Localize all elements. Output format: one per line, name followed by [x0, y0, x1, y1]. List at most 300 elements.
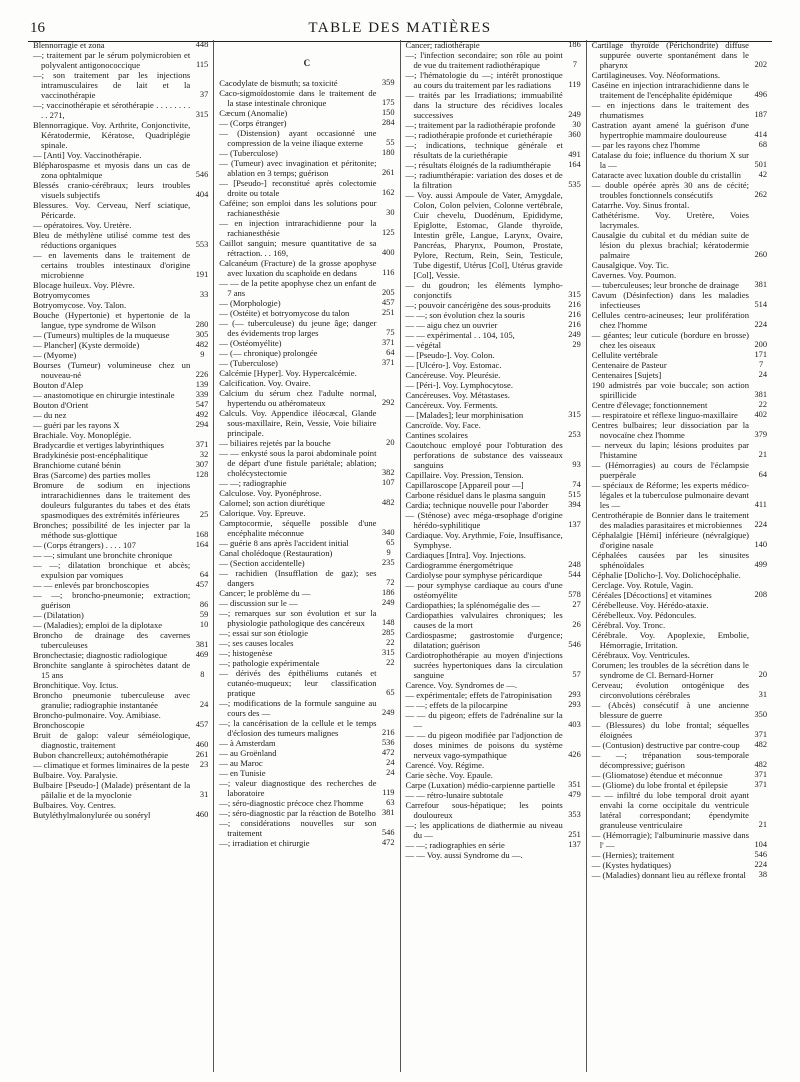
entry-text: Blessures. Voy. Cerveau, Nerf sciatique, Péricarde. — [33, 200, 191, 220]
index-entry — [33, 780, 208, 800]
index-entry — [592, 620, 767, 630]
entry-page-number: 394 — [568, 500, 581, 509]
entry-page-number: 414 — [754, 130, 767, 139]
index-entry — [592, 610, 767, 620]
entry-text: Calcémie [Hyper]. Voy. Hypercalcémie. — [219, 368, 357, 378]
entry-text: — [Ulcéro-]. Voy. Estomac. — [405, 360, 502, 370]
entry-page-number: 339 — [195, 390, 209, 399]
index-entry — [33, 710, 208, 720]
index-entry — [33, 290, 208, 300]
entry-text: Cardiopathies valvulaires chroniques; les causes de la mort — [405, 610, 563, 630]
index-entry — [219, 348, 394, 358]
index-entry — [33, 720, 208, 730]
index-entry — [33, 310, 208, 330]
entry-page-number: 116 — [382, 268, 395, 277]
index-entry — [219, 148, 394, 158]
entry-page-number: 128 — [195, 470, 209, 479]
entry-page-number: 180 — [381, 148, 395, 157]
index-entry — [406, 430, 581, 440]
index-entry — [592, 180, 767, 200]
entry-text: Cellulite vertébrale — [591, 350, 658, 360]
entry-page-number: 261 — [195, 750, 209, 759]
index-entry — [406, 90, 581, 120]
index-entry — [592, 410, 767, 420]
entry-text: — géantes; leur cuticule (bordure en brosse) chez les oiseaux — [591, 330, 749, 350]
entry-page-number: 224 — [754, 320, 767, 329]
index-entry — [33, 120, 208, 150]
entry-text: — expérimentale; effets de l'atropinisation — [405, 690, 552, 700]
entry-text: — par les rayons chez l'homme — [591, 140, 700, 150]
index-entry — [33, 550, 208, 560]
entry-text: Centenaire de Pasteur — [591, 360, 667, 370]
entry-text: Carbone résiduel dans le plasma sanguin — [405, 490, 546, 500]
index-entry — [219, 538, 394, 548]
entry-text: —; traitement par le sérum polymicrobien et polyvalent antigonococcique — [33, 50, 191, 70]
entry-text: — (Kystes hydatiques) — [591, 860, 671, 870]
entry-text: Caséine en injection intrarachidienne dans le traitement de l'encéphalite épidémique — [591, 80, 749, 100]
entry-text: —; pathologie expérimentale — [219, 658, 320, 668]
entry-text: — [Péri-]. Voy. Lymphocytose. — [405, 380, 513, 390]
entry-text: — — du pigeon modifiée par l'adjonction de doses minimes de poisons du système nerveux vago-sympathique — [405, 730, 563, 760]
index-entry — [33, 390, 208, 400]
entry-text: — (Corps étrangers) . . . . 107 — [33, 540, 136, 550]
entry-page-number: 140 — [754, 540, 767, 549]
entry-page-number: 315 — [568, 410, 581, 419]
index-entry: Canal cholédoque (Restauration) 9 — [219, 548, 391, 558]
entry-text: Cardiolyse pour symphyse péricardique — [405, 570, 543, 580]
entry-page-number: 285 — [381, 628, 395, 637]
index-entry — [592, 70, 767, 80]
index-entry — [406, 600, 581, 610]
entry-text: Cancéreux. Voy. Ferments. — [405, 400, 498, 410]
entry-text: — (Abcès) consécutif à une ancienne blessure de guerre — [591, 700, 749, 720]
entry-text: — pour symphyse cardiaque au cours d'une ostéomyélite — [405, 580, 563, 600]
index-entry — [33, 230, 208, 250]
entry-text: —; les applications de diathermie au niveau du — — [405, 820, 563, 840]
entry-text: Cantines scolaires — [405, 430, 468, 440]
entry-text: Bradycardie et vertiges labyrinthiques — [33, 440, 165, 450]
entry-page-number: 553 — [195, 240, 209, 249]
entry-text: — (Tumeur) avec invagination et péritonite; ablation en 3 temps; guérison — [219, 158, 377, 178]
index-entry — [592, 230, 767, 260]
entry-page-number: 293 — [568, 690, 581, 699]
entry-page-number: 260 — [754, 250, 767, 259]
index-entry — [33, 800, 208, 810]
entry-page-number: 235 — [381, 558, 395, 567]
index-entry — [219, 808, 394, 818]
index-entry: —; l'infection secondaire; son rôle au point de vue du traitement radiothérapique 7 — [405, 50, 577, 70]
index-entry — [33, 430, 208, 440]
index-entry: Bronchite sanglante à spirochètes datant de 15 ans 8 — [33, 660, 205, 680]
entry-text: — (Maladies); emploi de la diplotaxe — [33, 620, 163, 630]
index-entry — [219, 568, 394, 588]
index-entry: — (Myome) 9 — [33, 350, 205, 360]
entry-page-number: 411 — [754, 500, 767, 509]
entry-page-number: 371 — [195, 440, 209, 449]
entry-text: Bulbaire. Voy. Paralysie. — [33, 770, 118, 780]
entry-text: — guéri par les rayons X — [33, 420, 120, 430]
entry-page-number: 404 — [195, 190, 209, 199]
entry-text: Cérébral. Voy. Tronc. — [591, 620, 666, 630]
entry-text: Capillaroscope [Appareil pour —] — [405, 480, 524, 490]
entry-text: Botryomycomes — [33, 290, 90, 300]
index-entry — [219, 318, 394, 338]
entry-page-number: 514 — [754, 300, 767, 309]
entry-text: Cavum (Désinfection) dans les maladies infectieuses — [591, 290, 749, 310]
entry-text: — (Ostéomyélite) — [219, 338, 282, 348]
entry-text: Caco-sigmoïdostomie dans le traitement de la stase intestinale chronique — [219, 88, 377, 108]
entry-text: — (Distension) ayant occasionné une compression de la veine iliaque externe — [219, 128, 377, 148]
index-entry — [406, 410, 581, 420]
index-entry — [33, 470, 208, 480]
index-entry — [592, 290, 767, 310]
index-entry — [33, 690, 208, 710]
entry-page-number: 137 — [568, 520, 581, 529]
entry-page-number: 578 — [568, 590, 581, 599]
index-entry — [219, 118, 394, 128]
index-entry — [592, 510, 767, 530]
entry-text: Centenaires [Sujets] — [591, 370, 662, 380]
index-entry — [33, 770, 208, 780]
entry-text: — — expérimental . . 104, 105, — [405, 330, 515, 340]
entry-page-number: 457 — [195, 720, 209, 729]
entry-page-number: 148 — [381, 618, 395, 627]
index-entry — [219, 738, 394, 748]
entry-text: Brachiale. Voy. Monoplégie. — [33, 430, 132, 440]
entry-text: Cérébelleux. Voy. Pédoncules. — [591, 610, 697, 620]
index-entry — [592, 40, 767, 70]
entry-page-number: 224 — [754, 520, 767, 529]
index-entry — [33, 580, 208, 590]
entry-text: Cancer; le problème du — — [219, 588, 311, 598]
entry-page-number: 226 — [195, 370, 209, 379]
entry-page-number: 472 — [381, 838, 395, 847]
entry-page-number: 457 — [195, 580, 209, 589]
index-entry — [33, 450, 208, 460]
entry-text: — — enkysté sous la paroi abdominale point de départ d'une fistule pariétale; ablation; cholécystectomie — [219, 448, 377, 478]
index-entry — [219, 778, 394, 798]
index-entry — [219, 338, 394, 348]
entry-page-number: 546 — [381, 828, 395, 837]
entry-page-number: 515 — [568, 490, 581, 499]
index-entry — [219, 658, 394, 668]
entry-text: Cathétérisme. Voy. Uretère, Voies lacrymales. — [591, 210, 749, 230]
entry-text: Cavernes. Voy. Poumon. — [591, 270, 677, 280]
index-entry — [592, 700, 767, 720]
index-entry — [33, 200, 208, 220]
entry-text: —; essai sur son étiologie — [219, 628, 309, 638]
entry-text: —; séro-diagnostic précoce chez l'homme — [219, 798, 364, 808]
index-entry — [219, 108, 394, 118]
entry-text: — (Tuberculose) — [219, 358, 278, 368]
index-entry — [406, 510, 581, 530]
entry-text: — (— tuberculeuse) du jeune âge; danger des évidements trop larges — [219, 318, 377, 338]
entry-text: Bulbaires. Voy. Centres. — [33, 800, 116, 810]
entry-page-number: 482 — [754, 740, 767, 749]
entry-text: — dérivés des épithéliums cutanés et cutanéo-muqueux; leur classification pratique — [219, 668, 377, 698]
index-entry — [406, 490, 581, 500]
index-entry — [406, 170, 581, 190]
index-entry — [406, 760, 581, 770]
entry-text: — anastomotique en chirurgie intestinale — [33, 390, 175, 400]
entry-page-number: 224 — [754, 860, 767, 869]
entry-text: — —; effets de la pilocarpine — [405, 700, 508, 710]
index-entry — [33, 100, 208, 120]
entry-page-number: 535 — [568, 180, 581, 189]
index-entry — [592, 660, 767, 680]
entry-text: — (Corps étranger) — [219, 118, 287, 128]
index-entry — [406, 630, 581, 650]
entry-text: Bouton d'Orient — [33, 400, 89, 410]
index-entry — [33, 680, 208, 690]
index-entry — [406, 360, 581, 370]
index-entry — [592, 200, 767, 210]
index-entry — [33, 810, 208, 820]
entry-text: Castration ayant amené la guérison d'une hypertrophie mammaire douloureuse — [591, 120, 749, 140]
entry-text: Blocage huileux. Voy. Plèvre. — [33, 280, 135, 290]
entry-text: —; radiothérapie profonde et curiethérapie — [405, 130, 553, 140]
index-entry — [219, 358, 394, 368]
entry-page-number: 175 — [381, 98, 395, 107]
entry-page-number: 125 — [381, 228, 395, 237]
entry-page-number: 164 — [195, 540, 209, 549]
entry-text: — — de la petite apophyse chez un enfant de 7 ans — [219, 278, 377, 298]
index-entry — [219, 158, 394, 178]
index-entry — [592, 370, 767, 380]
entry-text: —; traitement par la radiothérapie profonde — [405, 120, 556, 130]
entry-text: Cartilagineuses. Voy. Néoformations. — [591, 70, 721, 80]
entry-page-number: 294 — [195, 420, 209, 429]
index-entry — [219, 668, 394, 698]
entry-text: — — aigu chez un ouvrier — [405, 320, 498, 330]
index-entry — [406, 160, 581, 170]
entry-page-number: 547 — [195, 400, 209, 409]
entry-text: — discussion sur le — — [219, 598, 298, 608]
entry-text: Cardiospasme; gastrostomie d'urgence; dilatation; guérison — [405, 630, 563, 650]
index-entry — [219, 518, 394, 538]
entry-page-number: 249 — [568, 330, 581, 339]
entry-page-number: 119 — [568, 80, 581, 89]
entry-text: —; ses causes locales — [219, 638, 294, 648]
entry-text: —; séro-diagnostic par la réaction de Botelho — [219, 808, 376, 818]
index-entry — [219, 628, 394, 638]
entry-text: — nerveux du lapin; lésions produites par l'histamine — [591, 440, 749, 460]
entry-text: Catarrhe. Voy. Sinus frontal. — [591, 200, 690, 210]
index-entry — [33, 50, 208, 70]
index-entry — [406, 340, 581, 350]
index-entry — [33, 480, 208, 520]
index-entry — [219, 718, 394, 738]
index-entry — [592, 400, 767, 410]
index-entry — [219, 638, 394, 648]
entry-page-number: 253 — [568, 430, 581, 439]
entry-text: Cérébraux. Voy. Ventricules. — [591, 650, 690, 660]
index-entry — [592, 680, 767, 700]
entry-text: Broncho pneumonie tuberculeuse avec granulie; radiographie instantanée — [33, 690, 191, 710]
index-entry — [406, 40, 581, 50]
entry-text: Causalgique. Voy. Tic. — [591, 260, 669, 270]
entry-text: —; la cancérisation de la cellule et le temps d'éclosion des tumeurs malignes — [219, 718, 377, 738]
entry-text: — —; radiographies en série — [405, 840, 505, 850]
entry-text: Catalase du foie; influence du thorium X sur la — — [591, 150, 749, 170]
entry-text: — (Hémorragies) au cours de l'éclampsie puerpérale — [591, 460, 749, 480]
entry-text: Cardiaque. Voy. Arythmie, Foie, Insuffisance, Symphyse. — [405, 530, 563, 550]
entry-text: — (Tumeurs) multiples de la muqueuse — [33, 330, 170, 340]
entry-page-number: 262 — [754, 190, 767, 199]
entry-page-number: 381 — [381, 808, 395, 817]
index-entry — [219, 88, 394, 108]
entry-text: Bruit de galop: valeur séméiologique, diagnostic, traitement — [33, 730, 191, 750]
entry-text: — — du pigeon; effets de l'adrénaline sur la — — [405, 710, 563, 730]
index-entry — [219, 408, 394, 438]
entry-text: — guérie 8 ans après l'accident initial — [219, 538, 349, 548]
entry-text: Cataracte avec luxation double du cristallin — [591, 170, 741, 180]
entry-text: 190 admistrés par voie buccale; son action spirillicide — [591, 380, 749, 400]
entry-text: Calcanéum (Fracture) de la grosse apophyse avec luxation du scaphoïde en dedans — [219, 258, 377, 278]
index-entry — [406, 400, 581, 410]
index-entry — [219, 258, 394, 278]
entry-text: — végétal — [405, 340, 442, 350]
section-letter: C — [303, 58, 311, 68]
index-entry — [33, 40, 208, 50]
entry-text: Cæcum (Anomalie) — [219, 108, 288, 118]
entry-page-number: 202 — [754, 60, 767, 69]
entry-page-number: 482 — [195, 340, 209, 349]
entry-text: Butyléthylmalonylurée ou sonéryl — [33, 810, 151, 820]
entry-text: — opératoires. Voy. Uretère. — [33, 220, 132, 230]
entry-page-number: 186 — [568, 40, 581, 49]
index-entry — [592, 170, 767, 180]
entry-text: Centrothérapie de Bonnier dans le traitement des maladies parasitaires et microbiennes — [591, 510, 749, 530]
entry-page-number: 536 — [381, 738, 395, 747]
entry-page-number: 104 — [754, 840, 767, 849]
index-entry — [406, 380, 581, 390]
entry-page-number: 305 — [195, 330, 209, 339]
entry-text: Carencé. Voy. Régime. — [405, 760, 485, 770]
entry-text: —; valeur diagnostique des recherches de laboratoire — [219, 778, 377, 798]
index-entry — [219, 448, 394, 478]
entry-text: Caféine; son emploi dans les solutions pour rachianesthésie — [219, 198, 377, 218]
index-entry — [33, 340, 208, 350]
entry-page-number: 307 — [195, 460, 209, 469]
entry-page-number: 381 — [754, 280, 767, 289]
entry-text: — (Sténose) avec méga-œsophage d'origine hérédo-syphilitique — [405, 510, 563, 530]
entry-text: Cacodylate de bismuth; sa toxicité — [219, 78, 338, 88]
entry-page-number: 460 — [195, 810, 209, 819]
entry-text: Céphalalgie [Hémi] inférieure (névralgique) d'origine nasale — [591, 530, 749, 550]
entry-text: — — Voy. aussi Syndrome du —. — [405, 850, 523, 860]
entry-page-number: 186 — [381, 588, 395, 597]
index-entry — [33, 220, 208, 230]
entry-text: —; pouvoir cancérigène des sous-produits — [405, 300, 551, 310]
index-entry — [219, 438, 394, 448]
entry-text: — du nez — [33, 410, 67, 420]
entry-page-number: 482 — [754, 760, 767, 769]
index-entry — [219, 198, 394, 218]
index-entry — [406, 480, 581, 490]
entry-text: — respiratoire et réflexe linguo-maxillaire — [591, 410, 738, 420]
index-entry — [406, 580, 581, 600]
entry-text: — —; radiographie — [219, 478, 287, 488]
entry-text: Cancéreuses. Voy. Métastases. — [405, 390, 510, 400]
entry-text: Bronchite sanglante à spirochètes datant de 15 ans — [33, 660, 191, 680]
entry-text: Cellules centro-acineuses; leur prolifération chez l'homme — [591, 310, 749, 330]
entry-text: — double opérée après 30 ans de cécité; troubles fonctionnels consécutifs — [591, 180, 749, 200]
entry-page-number: 115 — [195, 60, 209, 69]
entry-page-number: 353 — [568, 810, 581, 819]
entry-text: Carence. Voy. Syndromes de —. — [405, 680, 518, 690]
entry-text: Bronchoscopie — [33, 720, 85, 730]
entry-text: Carrefour sous-hépatique; les points douloureux — [405, 800, 563, 820]
index-entry — [406, 120, 581, 130]
index-entry — [219, 598, 394, 608]
entry-text: — —; son évolution chez la souris — [405, 310, 525, 320]
entry-page-number: 164 — [568, 160, 581, 169]
entry-text: — Plancher] (Kyste dermoïde) — [33, 340, 140, 350]
index-entry — [219, 498, 394, 508]
entry-text: Céphalées causées par les sinusites sphénoïdales — [591, 550, 749, 570]
entry-text: — — infiltré du lobe temporal droit ayant envahi la corne occipitale du ventricule latéral correspondant; épendymite granuleuse ventriculaire — [591, 790, 749, 830]
index-entry — [592, 270, 767, 280]
entry-page-number: 292 — [381, 398, 395, 407]
index-entry — [219, 698, 394, 718]
entry-text: — —; broncho-pneumonie; extraction; guérison — [33, 590, 191, 610]
index-entry — [406, 140, 581, 160]
entry-text: Botryomycose. Voy. Talon. — [33, 300, 127, 310]
index-entry — [406, 300, 581, 310]
entry-text: Cerveau; évolution ontogénique des circonvolutions cérébrales — [591, 680, 749, 700]
entry-text: Cancer; radiothérapie — [405, 40, 480, 50]
entry-text: Blépharospasme et myosis dans un cas de zona ophtalmique — [33, 160, 191, 180]
entry-page-number: 162 — [381, 188, 395, 197]
entry-page-number: 251 — [568, 830, 581, 839]
entry-page-number: 315 — [568, 290, 581, 299]
entry-page-number: 171 — [754, 350, 767, 359]
index-entry — [219, 508, 394, 518]
entry-text: — [Pseudo-] reconstitué après colectomie droite ou totale — [219, 178, 377, 198]
entry-page-number: 491 — [568, 150, 581, 159]
index-entry — [33, 280, 208, 290]
entry-text: Calculs. Voy. Appendice iléocæcal, Glande sous-maxillaire, Rein, Vessie, Voie biliaire principale. — [219, 408, 377, 438]
index-entry — [406, 800, 581, 820]
entry-text: — (Blessures) du lobe frontal; séquelles éloignées — [591, 720, 749, 740]
entry-text: — (Ostéite) et botryomycose du talon — [219, 308, 350, 318]
entry-text: — en injection intrarachidienne pour la rachianesthésie — [219, 218, 377, 238]
entry-page-number: 379 — [754, 430, 767, 439]
index-entry — [592, 280, 767, 290]
index-entry — [592, 330, 767, 350]
entry-text: — (— chronique) prolongée — [219, 348, 318, 358]
entry-page-number: 248 — [568, 560, 581, 569]
index-entry — [406, 320, 581, 330]
entry-page-number: 381 — [754, 390, 767, 399]
entry-page-number: 249 — [568, 110, 581, 119]
entry-text: —; indications, technique générale et résultats de la curiethérapie — [405, 140, 563, 160]
entry-text: Cardiogramme énergométrique — [405, 560, 513, 570]
index-entry — [406, 690, 581, 700]
index-entry — [33, 440, 208, 450]
entry-text: — — enlevés par bronchoscopies — [33, 580, 149, 590]
entry-text: Carie sèche. Voy. Epaule. — [405, 770, 493, 780]
index-column-4 — [586, 40, 772, 1072]
entry-page-number: 216 — [568, 320, 581, 329]
index-entry — [592, 420, 767, 440]
index-entry — [592, 580, 767, 590]
index-entry — [406, 790, 581, 800]
entry-text: Cancéreuse. Voy. Pleurésie. — [405, 370, 501, 380]
index-entry — [406, 840, 581, 850]
entry-text: — du goudron; les éléments lympho-conjonctifs — [405, 280, 563, 300]
